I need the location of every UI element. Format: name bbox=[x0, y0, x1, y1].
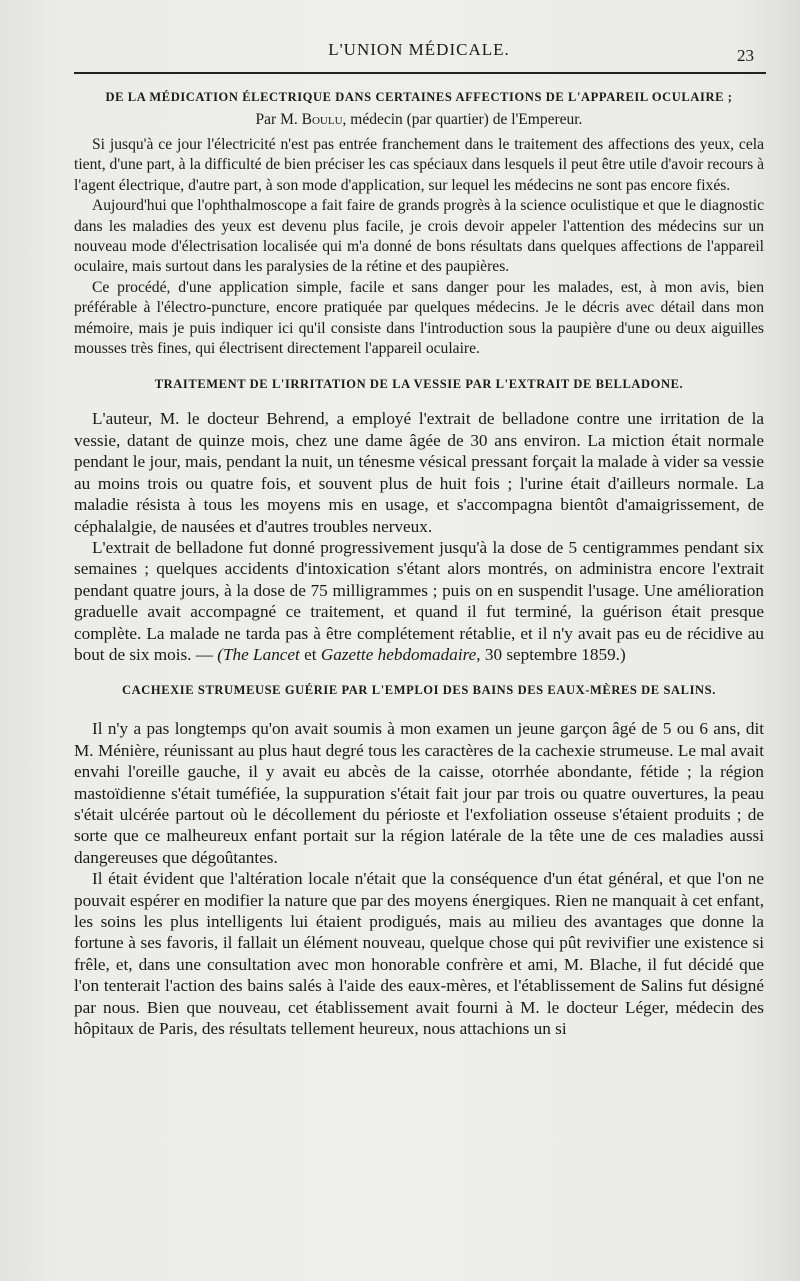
article2-paragraph: L'auteur, M. le docteur Behrend, a employé l'extrait de belladone contre une irritation de la vessie, datant de quinze mois, chez une dame âgée de 30 ans environ. La miction était normale pendant le jour, mais, pendant la nuit, un ténesme vésical pressant forçait la malade à vider sa vessie au moins trois ou quatre fois, et souvent plus de huit fois ; l'urine était d'ailleurs normale. La maladie résista à tous les moyens mis en usage, et s'accompagna bientôt d'amaigrissement, de céphalalgie, de nausées et d'autres troubles nerveux. bbox=[74, 409, 764, 536]
header-rule bbox=[74, 72, 766, 74]
article2-paragraph-last bbox=[74, 537, 764, 665]
article3-paragraph: Il n'y a pas longtemps qu'on avait soumis à mon examen un jeune garçon âgé de 5 ou 6 ans, dit M. Ménière, réunissant au plus haut degré tous les caractères de la cachexie strumeuse. Le mal avait envahi l'oreille gauche, il y avait eu abcès de la caisse, otorrhée abondante, fétide ; la région mastoïdienne s'était tuméfiée, la suppuration s'était fait jour par trois ou quatre ouvertures, la peau s'était ulcérée partout où le décollement du périoste et l'exfoliation osseuse s'étaient produits ; de sorte que ce malheureux enfant portait sur la région latérale de la tête une de ces maladies aussi dangereuses que dégoûtantes. bbox=[74, 719, 764, 867]
article1-paragraph: Si jusqu'à ce jour l'électricité n'est pas entrée franchement dans le traitement des affections des yeux, cela tient, d'une part, à la difficulté de bien préciser les cas spéciaux dans lesquels il peut être utile d'avoir recours à l'agent électrique, d'autre part, à son mode d'application, sur lequel les médecins ne sont pas encore fixés. bbox=[74, 136, 764, 194]
byline-suffix: , médecin (par quartier) de l'Empereur. bbox=[342, 111, 583, 128]
page-header bbox=[74, 40, 764, 70]
article3-paragraph: Il était évident que l'altération locale n'était que la conséquence d'un état général, et que l'on ne pouvait espérer en modifier la nature que par des moyens énergiques. Rien ne manquait à cet enfant, les soins les plus intelligents lui étaient prodigués, mais au milieu des avantages que donne la fortune à ses favoris, il fallait un élément nouveau, quelque chose qui pût revivifier une existence si frêle, et, dans une consultation avec mon honorable confrère et ami, M. Blache, il fut décidé que l'on tenterait l'action des bains salés à l'aide des eaux-mères, et l'établissement de Salins fut désigné par nous. Bien que nouveau, cet établissement avait fourni à M. le docteur Léger, médecin des hôpitaux de Paris, des résultats tellement heureux, nous attachions un si bbox=[74, 869, 764, 1039]
article2-last-text: L'extrait de belladone fut donné progressivement jusqu'à la dose de 5 centigrammes pendant six semaines ; quelques accidents d'intoxication s'étant alors montrés, on administra encore l'extrait pendant quatre jours, à la dose de 75 milligrammes ; puis on en suspendit l'usage. Une amélioration graduelle avait accompagné ce traitement, et quand il fut terminé, la guérison était presque complète. La malade ne tarda pas à être complétement rétablie, et il n'y avait pas eu de récidive au bout de six mois. — bbox=[74, 537, 764, 664]
article1-byline bbox=[74, 111, 764, 129]
citation-and: et bbox=[299, 644, 321, 664]
running-title: L'UNION MÉDICALE. bbox=[328, 40, 510, 59]
spacer bbox=[74, 359, 764, 369]
spacer bbox=[74, 398, 764, 408]
article1-paragraph: Aujourd'hui que l'ophthalmoscope a fait faire de grands progrès à la science oculistique et que le diagnostic dans les maladies des yeux est devenu plus facile, je crois devoir appeler l'attention des médecins sur un nouveau mode d'électrisation localisée qui m'a donné de bons résultats dans quelques affections de l'appareil oculaire, mais surtout dans les paralysies de la rétine et des paupières. bbox=[74, 197, 764, 276]
citation-date: , 30 septembre 1859.) bbox=[476, 644, 626, 664]
citation-lancet: (The Lancet bbox=[217, 644, 300, 664]
article1-title: DE LA MÉDICATION ÉLECTRIQUE DANS CERTAINES AFFECTIONS DE L'APPAREIL OCULAIRE ; bbox=[105, 90, 733, 104]
byline-author: Boulu bbox=[301, 111, 343, 128]
spacer bbox=[74, 665, 764, 675]
page-number: 23 bbox=[737, 46, 754, 65]
page-content bbox=[74, 84, 764, 1039]
spacer bbox=[74, 704, 764, 718]
article3-title: CACHEXIE STRUMEUSE GUÉRIE PAR L'EMPLOI DES BAINS DES EAUX-MÈRES DE SALINS. bbox=[122, 683, 716, 698]
article1-paragraph: Ce procédé, d'une application simple, facile et sans danger pour les malades, est, à mon avis, bien préférable à l'électro-puncture, encore pratiquée par quelques médecins. Je le décris avec détail dans mon mémoire, mais je puis indiquer ici qu'il consiste dans l'introduction sous la paupière d'une ou deux aiguilles mousses très fines, qui électrisent directement l'appareil oculaire. bbox=[74, 278, 764, 358]
article2-title: TRAITEMENT DE L'IRRITATION DE LA VESSIE PAR L'EXTRAIT DE BELLADONE. bbox=[154, 377, 684, 392]
byline-prefix: Par M. bbox=[255, 111, 302, 128]
citation-gazette: Gazette hebdomadaire bbox=[320, 644, 477, 664]
